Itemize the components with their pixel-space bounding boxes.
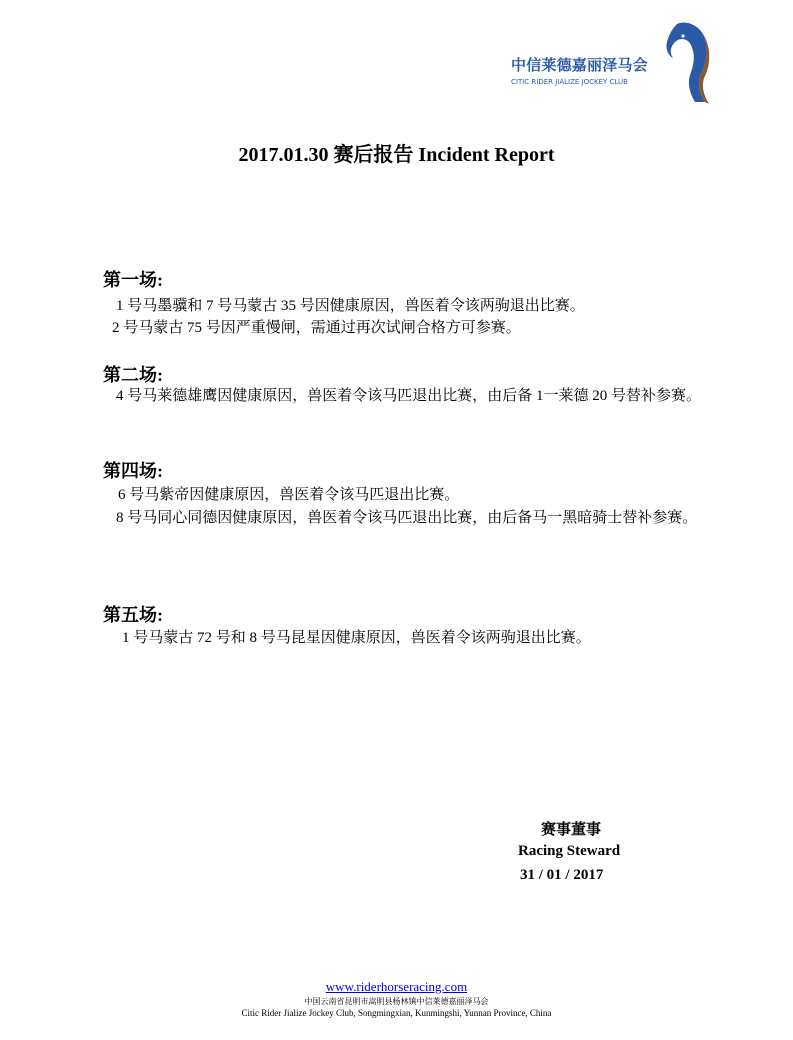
logo-name-cn: 中信莱德嘉丽泽马会: [511, 56, 648, 74]
race-2-paragraph: 4 号马莱德雄鹰因健康原因，兽医着令该马匹退出比赛，由后备 1一莱德 20 号替补参赛。: [116, 388, 702, 404]
footer-address-cn: 中国云南省昆明市嵩明县杨林镇中信莱德嘉丽泽马会: [304, 997, 489, 1006]
section-heading-race-1: 第一场:: [103, 270, 163, 290]
horse-head-icon: [663, 18, 713, 108]
race-4-paragraph: 8 号马同心同德因健康原因，兽医着令该马匹退出比赛，由后备马一黑暗骑士替补参赛。: [116, 510, 698, 526]
section-heading-race-5: 第五场:: [103, 605, 163, 625]
page-title: 2017.01.30 赛后报告 Incident Report: [238, 144, 555, 166]
section-heading-race-2: 第二场:: [103, 365, 163, 385]
signature-title-cn: 赛事董事: [541, 822, 602, 838]
club-logo: [505, 18, 715, 110]
race-4-line-1: 6 号马紫帝因健康原因，兽医着令该马匹退出比赛。: [118, 487, 460, 503]
race-5-line-1: 1 号马蒙古 72 号和 8 号马昆星因健康原因，兽医着令该两驹退出比赛。: [122, 630, 591, 646]
section-heading-race-4: 第四场:: [103, 461, 163, 481]
footer-website-link[interactable]: www.riderhorseracing.com: [325, 979, 468, 994]
logo-name-en: CITIC RIDER JIALIZE JOCKEY CLUB: [511, 78, 628, 86]
race-1-line-2: 2 号马蒙古 75 号因严重慢闸，需通过再次试闸合格方可参赛。: [112, 320, 521, 336]
race-1-line-1: 1 号马墨骥和 7 号马蒙古 35 号因健康原因，兽医着令该两驹退出比赛。: [116, 298, 585, 314]
signature-date: 31 / 01 / 2017: [520, 867, 604, 883]
footer-address-en: Citic Rider Jialize Jockey Club, Songmingxian, Kunmingshi, Yunnan Province, China: [241, 1008, 552, 1018]
signature-title-en: Racing Steward: [518, 843, 621, 859]
